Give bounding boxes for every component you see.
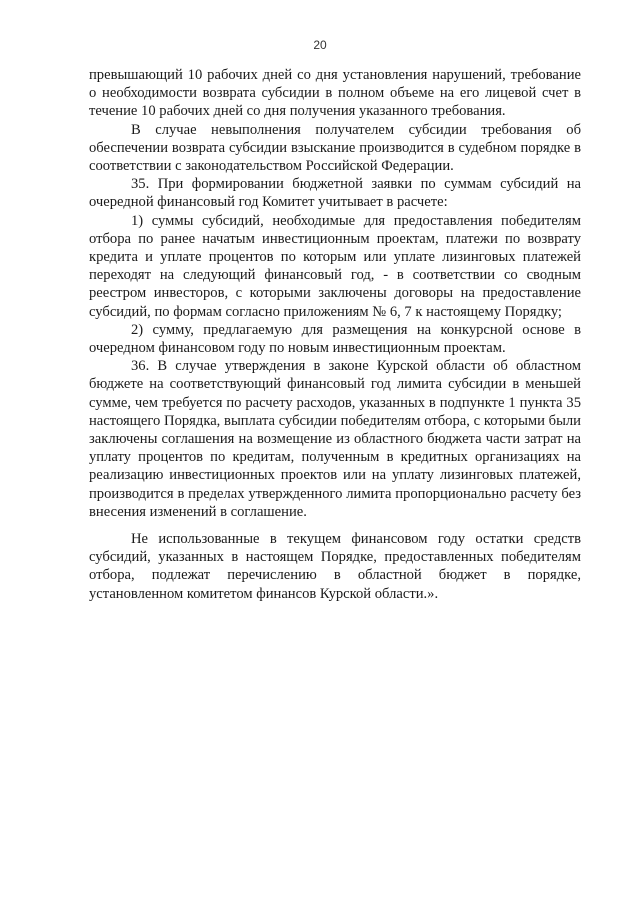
- paragraph-clause-35-item-2: 2) сумму, предлагаемую для размещения на конкурсной основе в очередном финансовом году по новым инвестиционным проектам.: [89, 321, 581, 357]
- paragraph-unused-balances: Не использованные в текущем финансовом году остатки средств субсидий, указанных в настоящем Порядке, предоставленных победителям отбора, подлежат перечислению в областной бюджет в порядке, установленном комитетом финансов Курской области.».: [89, 531, 581, 602]
- paragraph-clause-35: 35. При формировании бюджетной заявки по суммам субсидий на очередной финансовый год Комитет учитывает в расчете:: [89, 176, 581, 211]
- document-body: [89, 66, 581, 603]
- page-number: 20: [313, 38, 327, 52]
- paragraph-clause-36: 36. В случае утверждения в законе Курской области об областном бюджете на соответствующий финансовый год лимита субсидии в меньшей сумме, чем требуется по расчету расходов, указанных в подпункте 1 пункта 35 настоящего Порядка, выплата субсидии победителям отбора, с которыми были заключены соглашения на возмещение из областного бюджета части затрат на уплату процентов по кредитам, полученным в кредитных организациях на реализацию инвестиционных проектов или на уплату лизинговых платежей, производится в пределах утвержденного лимита пропорционально расчету без внесения изменений в соглашение.: [89, 358, 581, 520]
- paragraph-continuation: превышающий 10 рабочих дней со дня установления нарушений, требование о необходимости возврата субсидии в полном объеме на его лицевой счет в течение 10 рабочих дней со дня получения указанного требования.: [89, 67, 581, 120]
- paragraph-clause-35-item-1: 1) суммы субсидий, необходимые для предоставления победителям отбора по ранее начатым инвестиционным проектам, платежи по возврату кредита и уплате процентов по которым или уплате лизинговых платежей переходят на следующий финансовый год, - в соответствии со сводным реестром инвесторов, с которыми заключены договоры на предоставление субсидий, по формам согласно приложениям № 6, 7 к настоящему Порядку;: [89, 212, 581, 320]
- paragraph-nonfulfillment: В случае невыполнения получателем субсидии требования об обеспечении возврата субсидии взыскание производится в судебном порядке в соответствии с законодательством Российской Федерации.: [89, 121, 581, 175]
